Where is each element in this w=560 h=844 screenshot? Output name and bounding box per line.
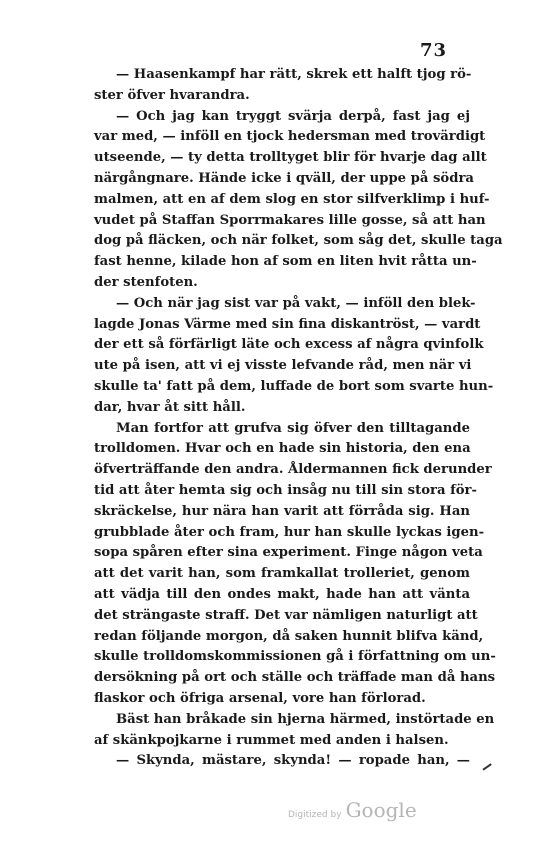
watermark-prefix: Digitized by bbox=[288, 810, 342, 820]
text-line: utseende, — ty detta trolltyget blir för hvarje dag allt bbox=[94, 150, 487, 166]
text-line: dog på fläcken, och när folket, som såg det, skulle taga bbox=[94, 233, 503, 249]
text-line: der ett så förfärligt läte och excess af några qvinfolk bbox=[94, 337, 484, 353]
text-line: dar, hvar åt sitt håll. bbox=[94, 399, 246, 415]
text-line: sopa spåren efter sina experiment. Finge någon veta bbox=[94, 545, 483, 561]
text-line: Man fortfor att grufva sig öfver den tilltagande bbox=[116, 420, 470, 436]
text-line: — Och jag kan tryggt svärja derpå, fast jag ej bbox=[116, 108, 470, 124]
text-line: skulle ta' fatt på dem, luffade de bort som svarte hun- bbox=[94, 378, 494, 394]
text-line: — Skynda, mästare, skynda! — ropade han, — bbox=[116, 753, 470, 769]
text-line: Bäst han bråkade sin hjerna härmed, instörtade en bbox=[116, 711, 495, 727]
text-line: trolldomen. Hvar och en hade sin historia, den ena bbox=[94, 441, 471, 457]
page-number: 73 bbox=[420, 40, 448, 61]
text-line: skräckelse, hur nära han varit att förråda sig. Han bbox=[94, 503, 470, 519]
text-line: att det varit han, som framkallat trolleriet, genom bbox=[94, 566, 470, 582]
text-line: att vädja till den ondes makt, hade han att vänta bbox=[94, 586, 470, 602]
text-line: närgångnare. Hände icke i qväll, der uppe på södra bbox=[94, 170, 474, 186]
watermark-brand: Google bbox=[345, 798, 417, 822]
text-line: ster öfver hvarandra. bbox=[94, 87, 250, 103]
text-line: öfverträffande den andra. Åldermannen fick derunder bbox=[94, 462, 492, 478]
text-line: vudet på Staffan Sporrmakares lille gosse, så att han bbox=[94, 212, 486, 228]
pencil-mark bbox=[482, 763, 491, 770]
text-line: — Och när jag sist var på vakt, — inföll den blek- bbox=[116, 295, 476, 311]
body-text bbox=[94, 65, 503, 772]
text-line: redan följande morgon, då saken hunnit blifva känd, bbox=[94, 628, 484, 644]
text-line: fast henne, kilade hon af som en liten hvit råtta un- bbox=[94, 254, 477, 270]
text-line: malmen, att en af dem slog en stor silfverklimp i huf- bbox=[94, 191, 490, 207]
text-line: tid att åter hemta sig och insåg nu till sin stora för- bbox=[94, 482, 477, 498]
text-line: flaskor och öfriga arsenal, vore han förlorad. bbox=[94, 690, 426, 706]
digitized-watermark bbox=[288, 798, 417, 822]
text-line: — Haasenkampf har rätt, skrek ett halft tjog rö- bbox=[116, 67, 472, 82]
text-line: skulle trolldomskommissionen gå i författning om un- bbox=[94, 649, 496, 665]
text-line: dersökning på ort och ställe och träffade man då hans bbox=[94, 670, 496, 686]
text-line: lagde Jonas Värme med sin fina diskantröst, — vardt bbox=[94, 316, 481, 332]
text-line: var med, — inföll en tjock hedersman med trovärdigt bbox=[94, 129, 486, 145]
text-line: der stenfoten. bbox=[94, 274, 198, 290]
text-line: af skänkpojkarne i rummet med anden i halsen. bbox=[94, 732, 449, 748]
text-line: ute på isen, att vi ej visste lefvande råd, men när vi bbox=[94, 358, 472, 374]
text-line: grubblade åter och fram, hur han skulle lyckas igen- bbox=[94, 524, 485, 540]
text-line: det strängaste straff. Det var nämligen naturligt att bbox=[94, 607, 478, 623]
